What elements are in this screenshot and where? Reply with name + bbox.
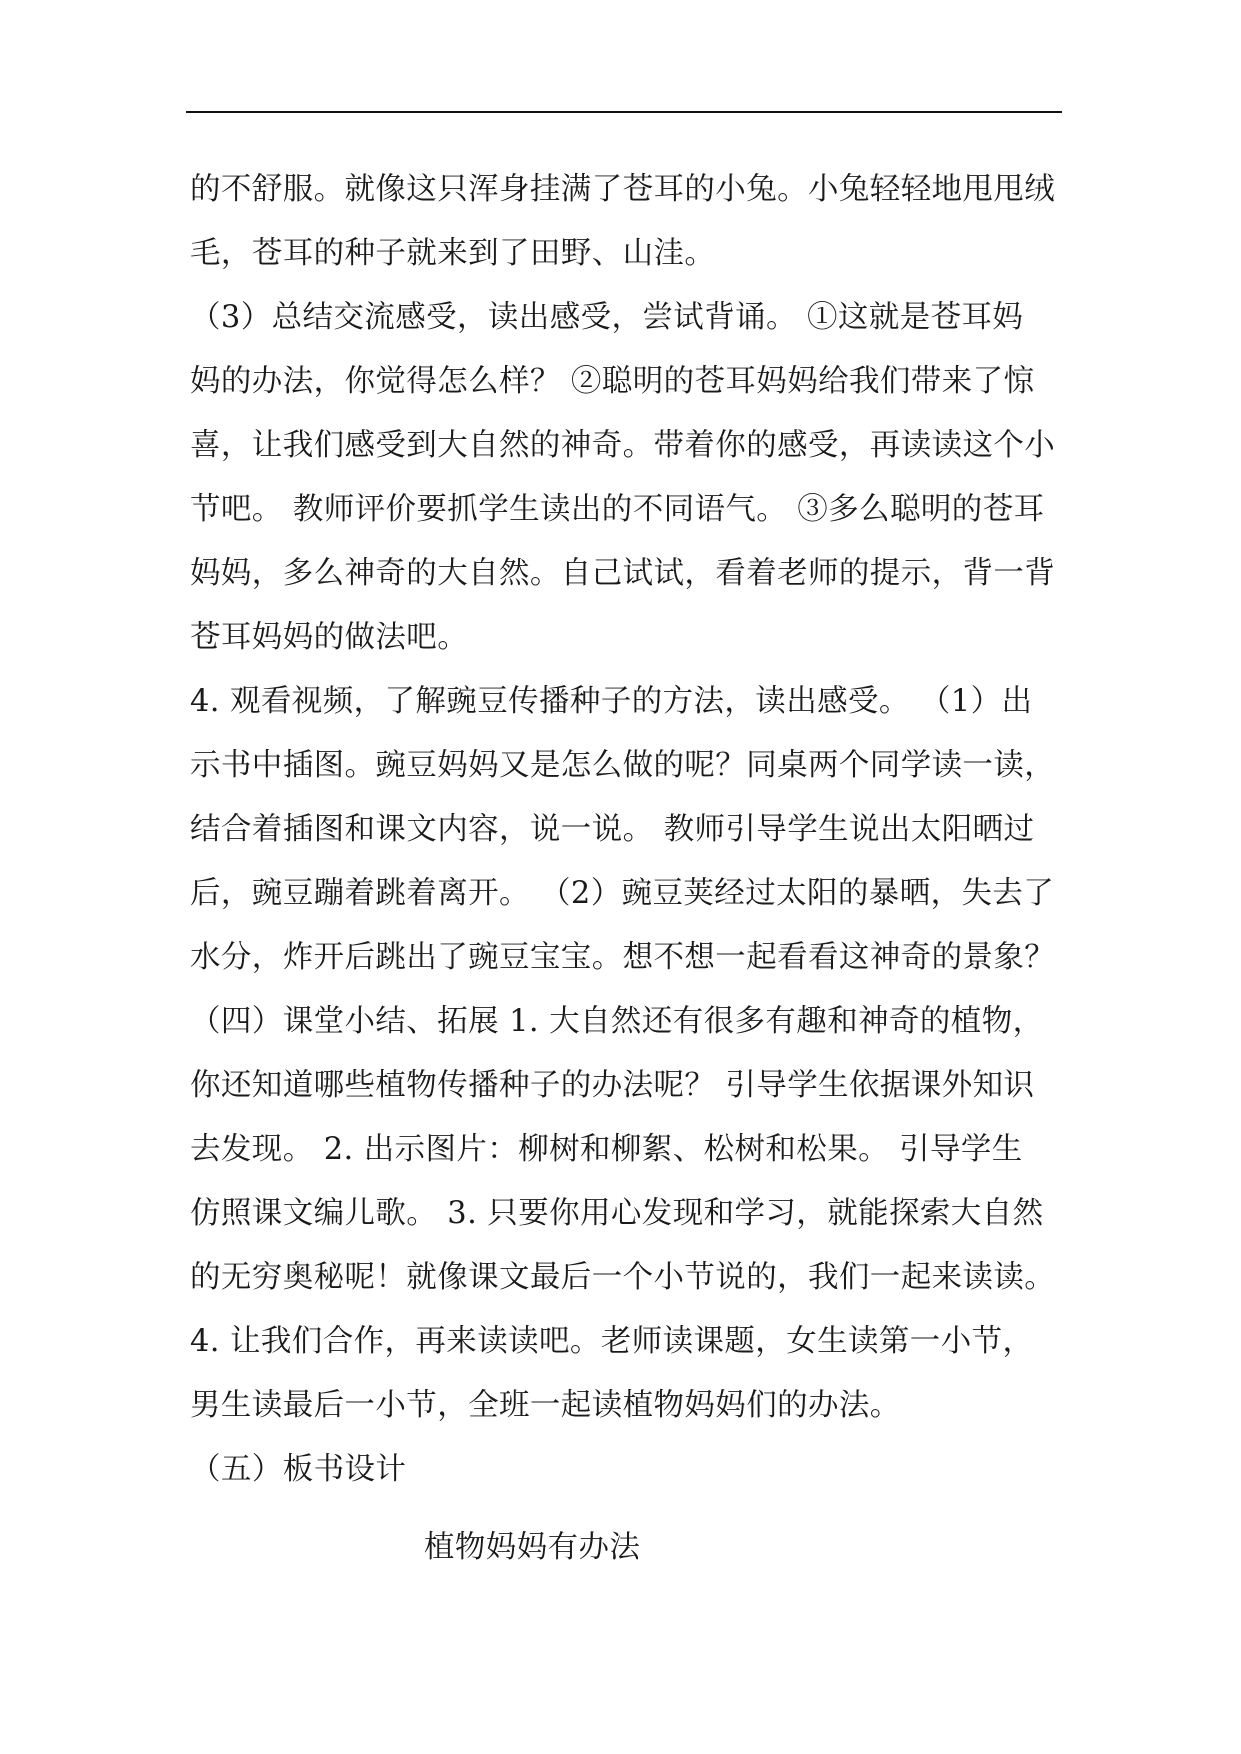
text-line: （3）总结交流感受，读出感受，尝试背诵。 ①这就是苍耳妈 (190, 300, 1024, 335)
text-line: 去发现。 2. 出示图片：柳树和柳絮、松树和松果。 引导学生 (190, 1132, 1023, 1167)
text-line: 喜，让我们感受到大自然的神奇。带着你的感受，再读读这个小 (190, 428, 1056, 463)
section-heading: （五）板书设计 (190, 1452, 407, 1487)
text-line: 妈的办法，你觉得怎么样？ ②聪明的苍耳妈妈给我们带来了惊 (190, 364, 1035, 399)
text-line: 毛，苍耳的种子就来到了田野、山洼。 (190, 236, 716, 271)
text-line: 示书中插图。豌豆妈妈又是怎么做的呢？同桌两个同学读一读， (190, 748, 1056, 783)
text-line: （四）课堂小结、拓展 1. 大自然还有很多有趣和神奇的植物， (190, 1004, 1044, 1039)
text-line: 苍耳妈妈的做法吧。 (190, 620, 469, 655)
text-line: 节吧。 教师评价要抓学生读出的不同语气。 ③多么聪明的苍耳 (190, 492, 1045, 527)
text-line: 的无穷奥秘呢！就像课文最后一个小节说的，我们一起来读读。 (190, 1260, 1056, 1295)
text-line: 后，豌豆蹦着跳着离开。 （2）豌豆荚经过太阳的暴晒，失去了 (190, 876, 1055, 911)
text-line: 4. 观看视频，了解豌豆传播种子的方法，读出感受。 （1）出 (190, 684, 1033, 719)
text-line: 仿照课文编儿歌。 3. 只要你用心发现和学习，就能探索大自然 (190, 1196, 1044, 1231)
board-design-title: 植物妈妈有办法 (424, 1530, 641, 1565)
text-line: 4. 让我们合作，再来读读吧。老师读课题，女生读第一小节， (190, 1324, 1034, 1359)
header-rule (186, 111, 1062, 113)
text-line: 水分，炸开后跳出了豌豆宝宝。想不想一起看看这神奇的景象？ (190, 940, 1056, 975)
text-line: 你还知道哪些植物传播种子的办法呢？ 引导学生依据课外知识 (190, 1068, 1035, 1103)
text-line: 的不舒服。就像这只浑身挂满了苍耳的小兔。小兔轻轻地甩甩绒 (190, 172, 1056, 207)
text-line: 妈妈，多么神奇的大自然。自己试试，看着老师的提示，背一背 (190, 556, 1056, 591)
text-line: 结合着插图和课文内容，说一说。 教师引导学生说出太阳晒过 (190, 812, 1035, 847)
text-line: 男生读最后一小节，全班一起读植物妈妈们的办法。 (190, 1388, 901, 1423)
body-text (190, 158, 1070, 1502)
